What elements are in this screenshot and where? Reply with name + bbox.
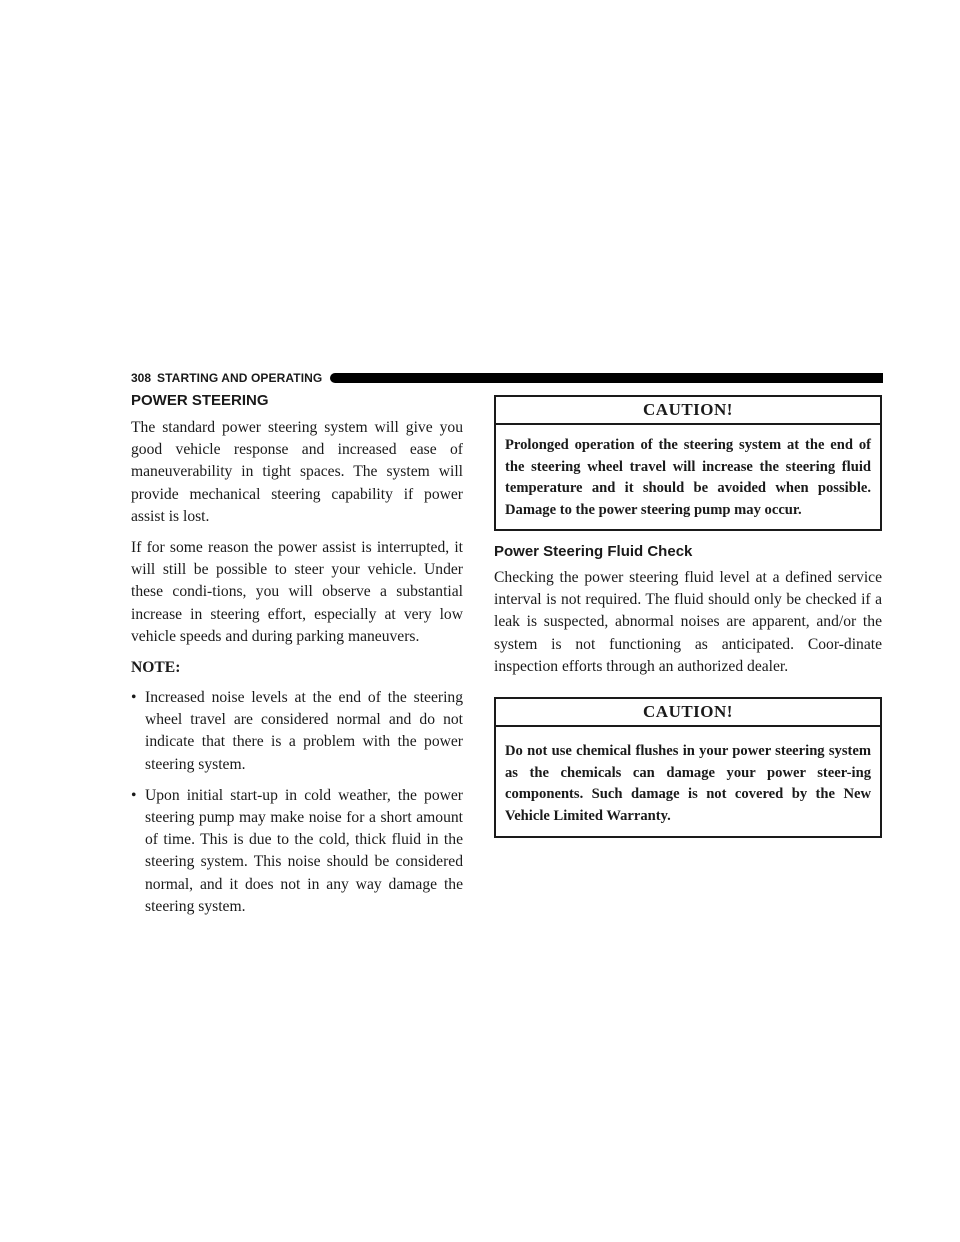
note-label: NOTE: <box>131 659 181 677</box>
caution-box <box>494 697 882 838</box>
note-bullet-text: Increased noise levels at the end of the steering wheel travel are considered normal and do not indicate that there is a problem with the power steering system. <box>145 689 463 773</box>
note-bullet-item <box>131 785 463 918</box>
note-bullet-item <box>131 687 463 776</box>
caution-text: Prolonged operation of the steering system at the end of the steering wheel travel will increase the steering fluid temperature and it should be avoided when possible. Damage to the power steering pump may occur. <box>505 437 871 518</box>
header-rule <box>330 373 883 383</box>
left-column <box>131 392 463 927</box>
bullet-icon: • <box>131 689 137 707</box>
fluid-check-paragraph: Checking the power steering fluid level at a defined service interval is not required. The fluid should only be checked if a leak is suspected, abnormal noises are apparent, and/or the system is not functioning as anticipated. Coor-dinate inspection efforts through an authorized dealer. <box>494 569 882 675</box>
note-bullet-text: Upon initial start-up in cold weather, the power steering pump may make noise for a short amount of time. This is due to the cold, thick fluid in the steering system. This noise should be considered normal, and it does not in any way damage the steering system. <box>145 786 463 915</box>
right-column <box>494 395 882 850</box>
caution-box <box>494 395 882 531</box>
bullet-icon: • <box>131 786 137 804</box>
chapter-title: STARTING AND OPERATING <box>157 371 323 385</box>
caution-heading: CAUTION! <box>496 699 880 727</box>
section-title: POWER STEERING <box>131 392 269 409</box>
page-header <box>131 372 883 384</box>
caution-heading: CAUTION! <box>496 397 880 425</box>
intro-paragraph: The standard power steering system will give you good vehicle response and increased ease of maneuverability in tight spaces. The system will provide mechanical steering capability if power assist is lost. <box>131 419 463 525</box>
caution-text: Do not use chemical flushes in your power steering system as the chemicals can damage your power steer-ing components. Such damage is not covered by the New Vehicle Limited Warranty. <box>505 743 871 824</box>
subsection-title: Power Steering Fluid Check <box>494 543 693 560</box>
assist-paragraph: If for some reason the power assist is interrupted, it will still be possible to steer your vehicle. Under these condi-tions, you will observe a substantial increase in steering effort, especially at very low vehicle speeds and during parking maneuvers. <box>131 539 463 645</box>
page-number: 308 <box>131 371 152 385</box>
